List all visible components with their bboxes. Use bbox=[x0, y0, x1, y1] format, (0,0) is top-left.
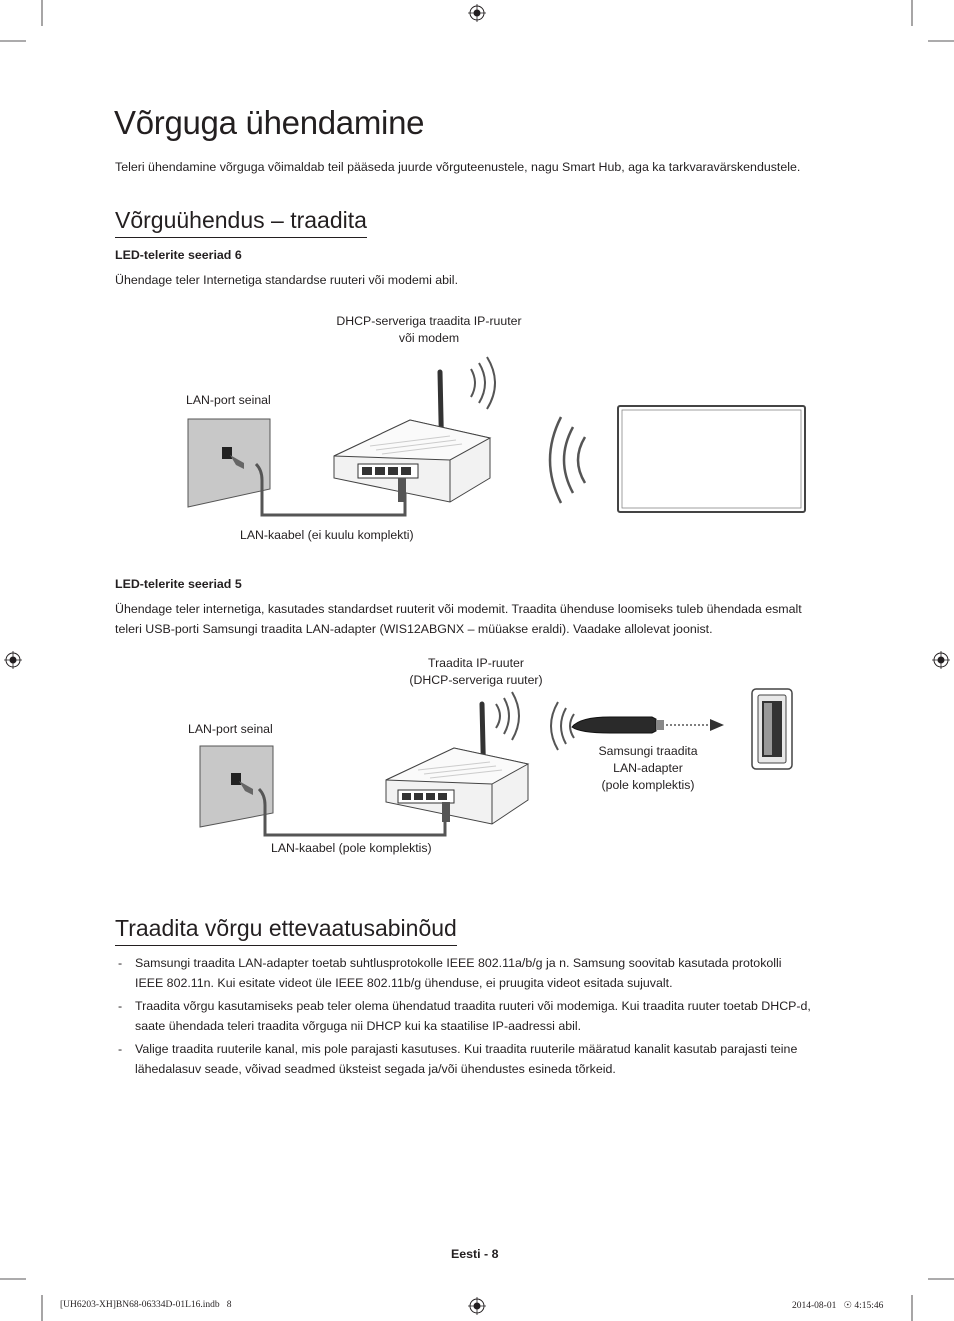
series6-text: Ühendage teler Internetiga standardse ruuteri või modemi abil. bbox=[115, 273, 459, 287]
section-heading-precautions: Traadita võrgu ettevaatusabinõud bbox=[115, 915, 457, 946]
router-label: DHCP-serveriga traadita IP-ruuter või modem bbox=[336, 314, 522, 345]
usb-port-icon bbox=[750, 687, 794, 771]
subheading-series5: LED-telerite seeriad 5 bbox=[115, 577, 242, 591]
usb-adapter-icon bbox=[570, 711, 740, 741]
registration-mark-icon bbox=[4, 651, 22, 669]
list-item: - Traadita võrgu kasutamiseks peab teler olema ühendatud traadita ruuteri või modemiga. Kui traadita ruuter toetab DHCP-d, saate ühendada teleri traadita võrguga nii DHCP kui ka staatilise IP-aadressi abil. bbox=[118, 999, 811, 1033]
subheading-series6: LED-telerite seeriad 6 bbox=[115, 248, 242, 262]
wall-port-label: LAN-port seinal bbox=[186, 393, 271, 407]
router-label-2: Traadita IP-ruuter (DHCP-serveriga ruuter) bbox=[409, 656, 543, 687]
wifi-waves-icon bbox=[492, 692, 528, 742]
section-heading-wireless: Võrguühendus – traadita bbox=[115, 207, 367, 238]
print-slug-left: [UH6203-XH]BN68-06334D-01L16.indb 8 bbox=[60, 1300, 232, 1310]
wall-port-label-2: LAN-port seinal bbox=[188, 722, 273, 736]
intro-text: Teleri ühendamine võrguga võimaldab teil pääseda juurde võrguteenustele, nagu Smart Hub, aga ka tarkvaravärskendustele. bbox=[115, 160, 801, 174]
series5-text: Ühendage teler internetiga, kasutades standardset ruuterit või modemit. Traadita ühenduse loomiseks tuleb ühendada esmalt teleri USB-porti Samsungi traadita LAN-adapter (WIS12ABGNX – müüakse eraldi). Vaadake allolevat joonist. bbox=[115, 602, 802, 636]
registration-mark-icon bbox=[932, 651, 950, 669]
list-item: - Samsungi traadita LAN-adapter toetab suhtlusprotokolle IEEE 802.11a/b/g ja n. Samsung soovitab kasutada protokolli IEEE 802.11n. Kui esitate videot üle IEEE 802.11b/g ühenduse, ei pruugita videot esitada sujuvalt. bbox=[118, 956, 782, 990]
registration-mark-icon bbox=[468, 1297, 486, 1315]
page-number: Eesti - 8 bbox=[451, 1247, 499, 1261]
precautions-list bbox=[115, 954, 845, 1083]
tv-icon bbox=[617, 405, 807, 515]
wifi-waves-icon bbox=[465, 355, 505, 415]
list-item: - Valige traadita ruuterile kanal, mis pole parajasti kasutuses. Kui traadita ruuterile määratud kanalit kasutab parajasti teine lähedalasuv seade, võivad seadmed üksteist segada ja/või ühendustes esineda tõrkeid. bbox=[118, 1042, 798, 1076]
page-title: Võrguga ühendamine bbox=[114, 104, 425, 141]
adapter-label: Samsungi traadita LAN-adapter (pole komplektis) bbox=[598, 744, 698, 792]
cable-label-2: LAN-kaabel (pole komplektis) bbox=[271, 841, 432, 855]
cable-label: LAN-kaabel (ei kuulu komplekti) bbox=[240, 528, 414, 542]
registration-mark-icon bbox=[468, 4, 486, 22]
wifi-waves-icon bbox=[543, 415, 593, 505]
print-slug-right: 2014-08-01 ☉ 4:15:46 bbox=[792, 1301, 884, 1311]
